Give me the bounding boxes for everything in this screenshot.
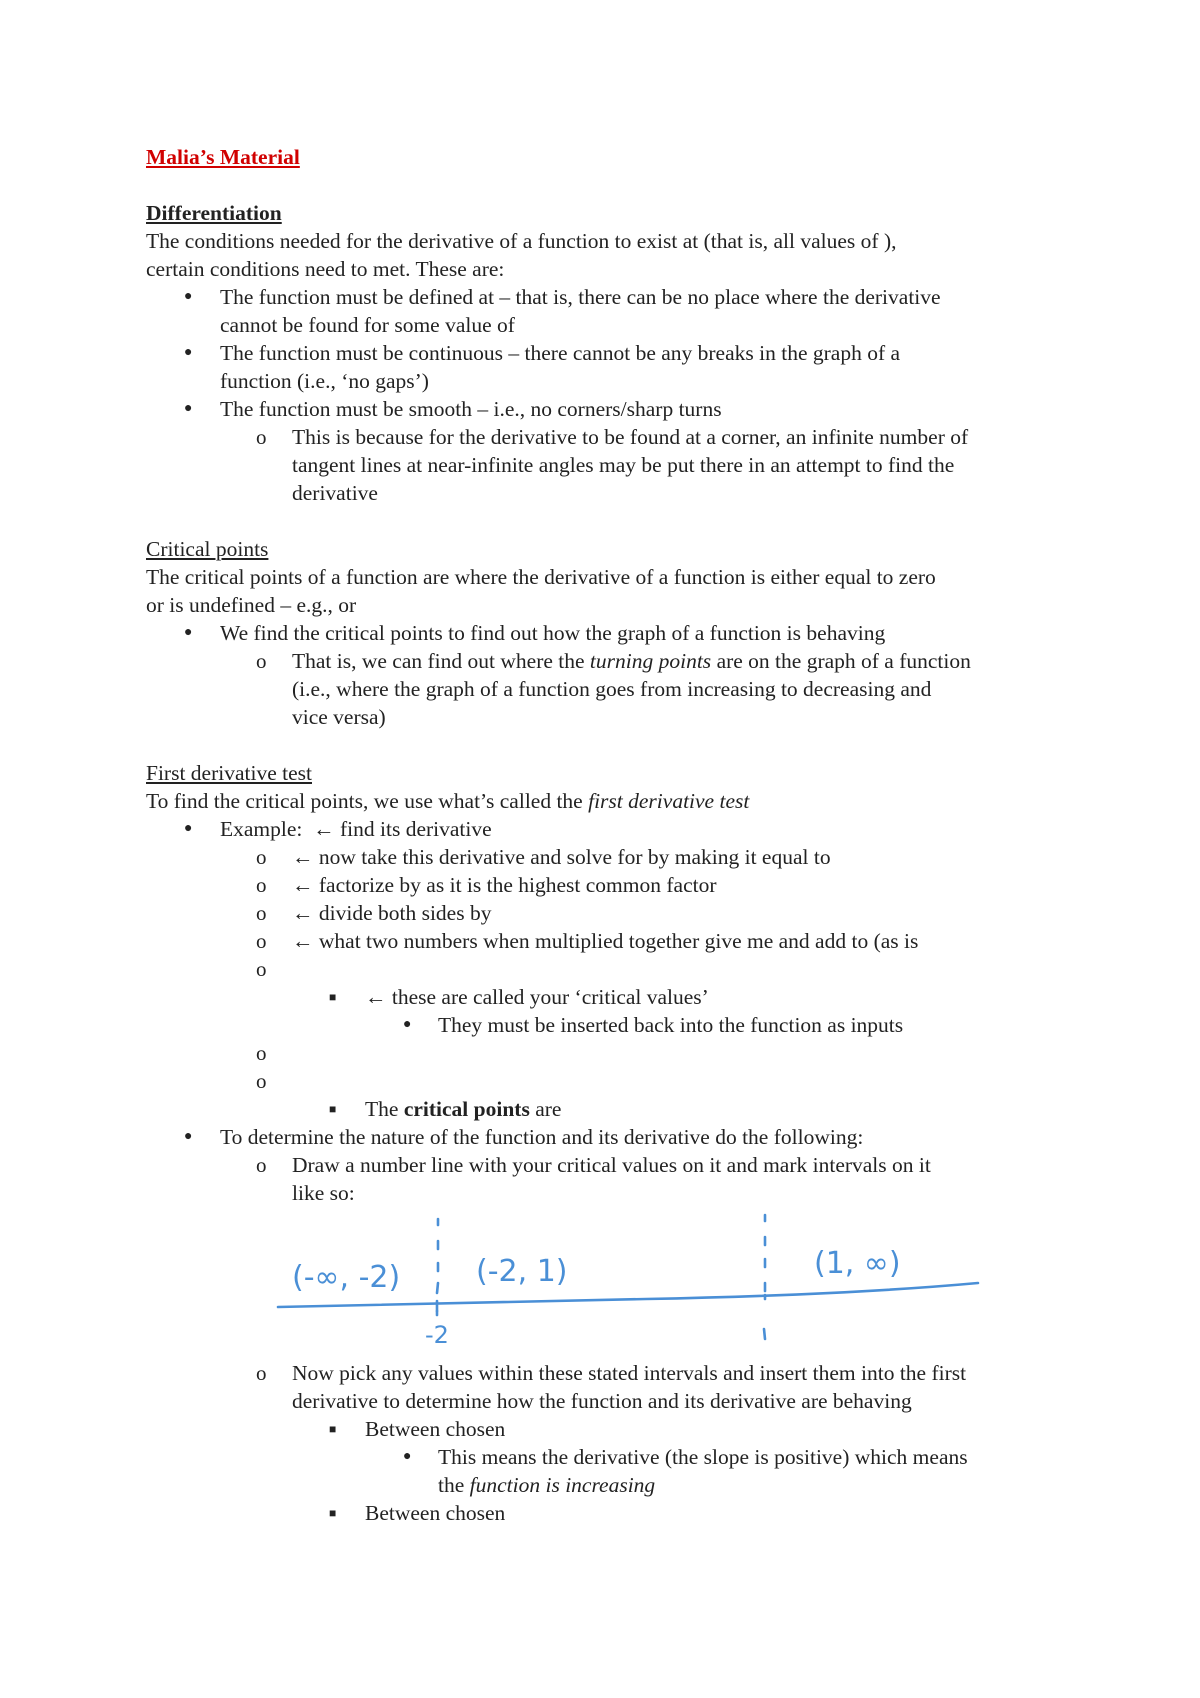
separator-minus-2 — [437, 1219, 438, 1311]
list-item-text: vice versa) — [292, 705, 386, 729]
text-run: The — [365, 1097, 404, 1121]
list-item — [146, 843, 1086, 871]
circle-marker: o — [256, 649, 267, 673]
arrow-left-icon: ← — [292, 873, 314, 897]
page-title: Malia’s Material — [146, 145, 300, 169]
list-item-text: like so: — [292, 1181, 355, 1205]
list-item — [146, 1095, 1086, 1123]
text-run: what two numbers when multiplied together give me and add to (as is — [313, 929, 919, 953]
circle-marker: o — [256, 1069, 267, 1093]
list-item-text: function (i.e., ‘no gaps’) — [220, 369, 429, 393]
bullet-marker: ● — [184, 1129, 193, 1144]
text-run: the — [438, 1473, 470, 1497]
square-marker: ■ — [329, 1506, 337, 1520]
list-item — [146, 871, 1086, 899]
arrow-left-icon: ← — [365, 985, 387, 1009]
critical-points-intro-1: The critical points of a function are where the derivative of a function is either equal to zero — [146, 565, 936, 589]
list-item-text — [292, 927, 1086, 955]
list-item-text — [292, 871, 1086, 899]
list-item-text — [292, 899, 1086, 927]
first-derivative-test-intro — [146, 787, 1086, 815]
list-item-text — [220, 815, 1086, 843]
square-marker: ■ — [329, 1422, 337, 1436]
bullet-marker: ● — [184, 821, 193, 836]
list-item-text: This is because for the derivative to be found at a corner, an infinite number of — [292, 425, 969, 449]
list-item-text: The function must be smooth – i.e., no corners/sharp turns — [220, 397, 722, 421]
list-item — [146, 423, 1086, 507]
list-item-text: Draw a number line with your critical values on it and mark intervals on it — [292, 1153, 931, 1177]
circle-marker: o — [256, 1041, 267, 1065]
list-item — [146, 619, 1086, 647]
list-item-text — [365, 983, 1086, 1011]
bullet-marker: ● — [184, 345, 193, 360]
number-line-drawing — [146, 1211, 1086, 1351]
list-item — [146, 1011, 1086, 1039]
list-item — [146, 927, 1086, 955]
list-item — [146, 1151, 1086, 1207]
list-item-text — [365, 1095, 1086, 1123]
differentiation-intro-2: certain conditions need to met. These are: — [146, 257, 505, 281]
bullet-marker: ● — [403, 1449, 412, 1464]
text-run-italic: function is increasing — [469, 1473, 656, 1497]
interval-label: (-∞, -2) — [292, 1260, 401, 1295]
text-run: are on the graph of a function — [711, 649, 971, 673]
text-run: Example: — [220, 817, 303, 841]
arrow-left-icon: ← — [313, 817, 335, 841]
differentiation-heading: Differentiation — [146, 201, 282, 225]
list-item-text: (i.e., where the graph of a function goes from increasing to decreasing and — [292, 677, 932, 701]
list-item-text: To determine the nature of the function and its derivative do the following: — [220, 1125, 864, 1149]
list-item — [146, 815, 1086, 843]
list-item-text: Between chosen — [365, 1501, 506, 1525]
list-item-empty — [146, 1039, 1086, 1067]
text-run: That is, we can find out where the — [292, 649, 590, 673]
arrow-left-icon: ← — [292, 845, 314, 869]
list-item — [146, 647, 1086, 731]
list-item — [146, 339, 1086, 395]
list-item — [146, 395, 1086, 423]
list-item-text: Now pick any values within these stated intervals and insert them into the first — [292, 1361, 967, 1385]
list-item-text — [292, 843, 1086, 871]
circle-marker: o — [256, 425, 267, 449]
interval-label: (-2, 1) — [476, 1254, 568, 1289]
circle-marker: o — [256, 957, 267, 981]
list-item — [146, 283, 1086, 339]
text-run: now take this derivative and solve for by making it equal to — [313, 845, 831, 869]
bullet-marker: ● — [184, 401, 193, 416]
list-item-text — [438, 1471, 1086, 1499]
list-item-empty — [146, 955, 1086, 983]
differentiation-intro-1: The conditions needed for the derivative of a function to exist at (that is, all values of ), — [146, 229, 897, 253]
square-marker: ■ — [329, 990, 337, 1004]
list-item-text: tangent lines at near-infinite angles may be put there in an attempt to find the — [292, 453, 955, 477]
list-item-text: This means the derivative (the slope is positive) which means — [438, 1445, 968, 1469]
list-item — [146, 1443, 1086, 1499]
text-run-bold: critical points — [403, 1097, 530, 1121]
list-item-text — [292, 647, 1086, 675]
text-run: are — [529, 1097, 562, 1121]
text-run-italic: first derivative test — [588, 789, 750, 813]
text-run: To find the critical points, we use what’s called the — [146, 789, 589, 813]
circle-marker: o — [256, 901, 267, 925]
list-item — [146, 1123, 1086, 1151]
first-derivative-test-heading: First derivative test — [146, 761, 312, 785]
square-marker: ■ — [329, 1102, 337, 1116]
list-item-text: Between chosen — [365, 1417, 506, 1441]
circle-marker: o — [256, 1361, 267, 1385]
list-item-text: We find the critical points to find out how the graph of a function is behaving — [220, 621, 886, 645]
text-run: find its derivative — [334, 817, 492, 841]
circle-marker: o — [256, 1153, 267, 1177]
document — [146, 143, 1086, 1527]
list-item — [146, 899, 1086, 927]
bullet-marker: ● — [403, 1017, 412, 1032]
critical-points-heading: Critical points — [146, 537, 269, 561]
text-run-italic: turning points — [589, 649, 712, 673]
list-item — [146, 983, 1086, 1011]
list-item-text: They must be inserted back into the function as inputs — [438, 1013, 904, 1037]
arrow-left-icon: ← — [292, 901, 314, 925]
text-run: factorize by as it is the highest common factor — [313, 873, 717, 897]
circle-marker: o — [256, 845, 267, 869]
circle-marker: o — [256, 929, 267, 953]
list-item-text: cannot be found for some value of — [220, 313, 515, 337]
list-item-empty — [146, 1067, 1086, 1095]
bullet-marker: ● — [184, 625, 193, 640]
interval-label: (1, ∞) — [814, 1246, 901, 1281]
list-item — [146, 1499, 1086, 1527]
text-run: these are called your ‘critical values’ — [386, 985, 709, 1009]
circle-marker: o — [256, 873, 267, 897]
text-run: divide both sides by — [313, 901, 492, 925]
list-item-text: derivative — [292, 481, 378, 505]
tick-1 — [764, 1329, 765, 1339]
list-item-text: derivative to determine how the function and its derivative are behaving — [292, 1389, 912, 1413]
arrow-left-icon: ← — [292, 929, 314, 953]
list-item — [146, 1415, 1086, 1443]
list-item-text: The function must be continuous – there cannot be any breaks in the graph of a — [220, 341, 901, 365]
bullet-marker: ● — [184, 289, 193, 304]
list-item-text: The function must be defined at – that is, there can be no place where the derivative — [220, 285, 941, 309]
list-item — [146, 1359, 1086, 1415]
tick-label: -2 — [425, 1321, 449, 1349]
critical-points-intro-2: or is undefined – e.g., or — [146, 593, 357, 617]
